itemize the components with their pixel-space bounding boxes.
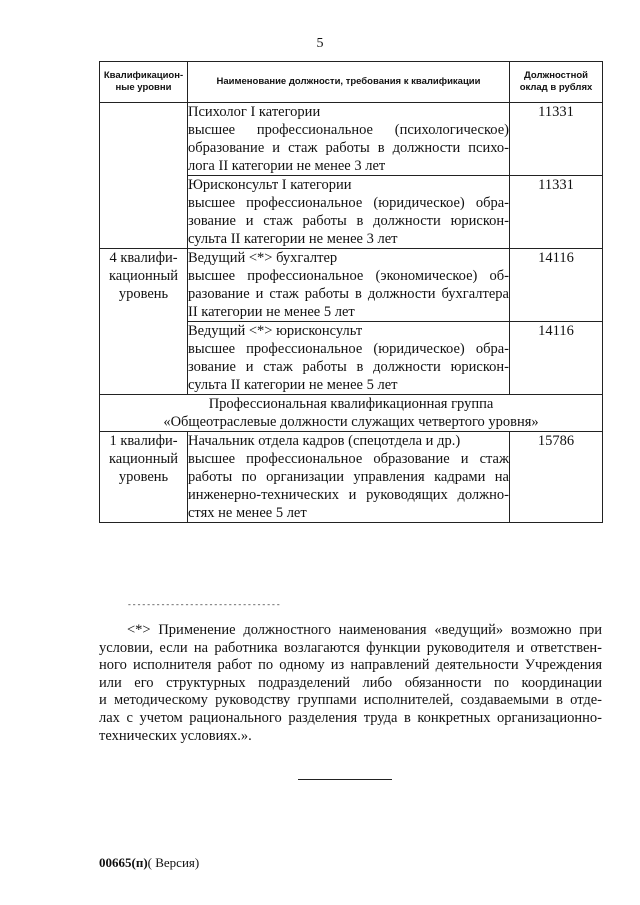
salary-value: 14116: [510, 322, 603, 395]
requirement-line: разование и стаж работы в должности бухгалтера: [188, 286, 509, 302]
salary-value: 14116: [510, 249, 603, 322]
footnote-separator: --------------------------------: [127, 601, 281, 610]
group-title-line2: «Общеотраслевые должности служащих четвертого уровня»: [163, 414, 539, 430]
level-line: 1 квалифи-: [109, 433, 178, 449]
requirement-line: стях не менее 5 лет: [188, 505, 307, 521]
position-title: Юрисконсульт I категории: [188, 177, 352, 193]
requirement-line: высшее профессиональное (юридическое) обра-: [188, 195, 509, 211]
salary-table: [99, 61, 603, 523]
requirement-line: инженерно-технических и руководящих должно-: [188, 487, 509, 503]
requirement-line: высшее профессиональное (юридическое) обра-: [188, 341, 509, 357]
requirement-line: зование и стаж работы в должности юрискон-: [188, 359, 509, 375]
position-description: [188, 249, 510, 322]
requirement-line: высшее профессиональное (психологическое): [188, 122, 509, 138]
end-divider: [298, 779, 392, 780]
salary-value: 11331: [510, 103, 603, 176]
footnote-line: <*> Применение должностного наименования «ведущий» возможно при: [127, 622, 602, 638]
qualification-level-cell: [100, 249, 188, 395]
table-row: [100, 103, 603, 176]
table-row: [100, 249, 603, 322]
professional-group-title: [100, 395, 603, 432]
footnote-line: или его структурных подразделений либо обязанности по координации: [99, 674, 602, 691]
position-description: [188, 176, 510, 249]
footnote-line: условии, если на работника возлагаются функции руководителя и ответствен-: [99, 639, 602, 656]
level-line: уровень: [118, 469, 169, 485]
group-header-row: [100, 395, 603, 432]
position-title: Начальник отдела кадров (спецотдела и др.): [188, 433, 461, 449]
header-position-requirements: Наименование должности, требования к квалификации: [188, 62, 510, 103]
document-code: 00665(п): [99, 855, 148, 870]
footnote-line: ного исполнителя работ по одному из направлений деятельности Учреждения: [99, 657, 602, 674]
position-title: Ведущий <*> бухгалтер: [188, 250, 338, 266]
level-line: уровень: [118, 286, 169, 302]
level-line: 4 квалифи-: [109, 250, 178, 266]
position-title: Психолог I категории: [188, 104, 321, 120]
header-salary: [510, 62, 603, 103]
header-salary-line2: оклад в рублях: [519, 82, 593, 93]
requirement-line: лога II категории не менее 3 лет: [188, 158, 386, 174]
position-description: [188, 103, 510, 176]
level-line: кационный: [108, 451, 179, 467]
requirement-line: работы по организации управления кадрами на: [188, 469, 509, 485]
table-row: [100, 432, 603, 523]
position-description: [188, 432, 510, 523]
qualification-level-cell: [100, 432, 188, 523]
requirement-line: сульта II категории не менее 5 лет: [188, 377, 398, 393]
header-qualification-levels: [100, 62, 188, 103]
footnote-line: и методическому руководству группами исполнителей, создаваемыми в отде-: [99, 692, 602, 709]
footnote-line: технических условиях.».: [99, 727, 252, 744]
requirement-line: высшее профессиональное (экономическое) об-: [188, 268, 509, 284]
requirement-line: образование и стаж работы в должности психо-: [188, 140, 509, 156]
footnote: [99, 622, 602, 745]
salary-value: 11331: [510, 176, 603, 249]
group-title-line1: Профессиональная квалификационная группа: [208, 396, 494, 412]
requirement-line: II категории не менее 5 лет: [188, 304, 355, 320]
header-level-line2: ные уровни: [115, 82, 172, 93]
header-level-line1: Квалификацион-: [103, 70, 184, 81]
position-description: [188, 322, 510, 395]
position-title: Ведущий <*> юрисконсульт: [188, 323, 363, 339]
footnote-line: лах с учетом рационального разделения труда в конкретных организационно-: [99, 709, 602, 726]
salary-value: 15786: [510, 432, 603, 523]
requirement-line: зование и стаж работы в должности юрискон-: [188, 213, 509, 229]
requirement-line: высшее профессиональное образование и стаж: [188, 451, 509, 467]
table-header-row: [100, 62, 603, 103]
document-version: ( Версия): [147, 855, 200, 870]
document-id: [99, 855, 199, 871]
header-salary-line1: Должностной: [524, 70, 588, 81]
level-line: кационный: [108, 268, 179, 284]
requirement-line: сульта II категории не менее 3 лет: [188, 231, 398, 247]
page-number: 5: [316, 36, 324, 51]
level-cell-empty: [100, 103, 188, 249]
